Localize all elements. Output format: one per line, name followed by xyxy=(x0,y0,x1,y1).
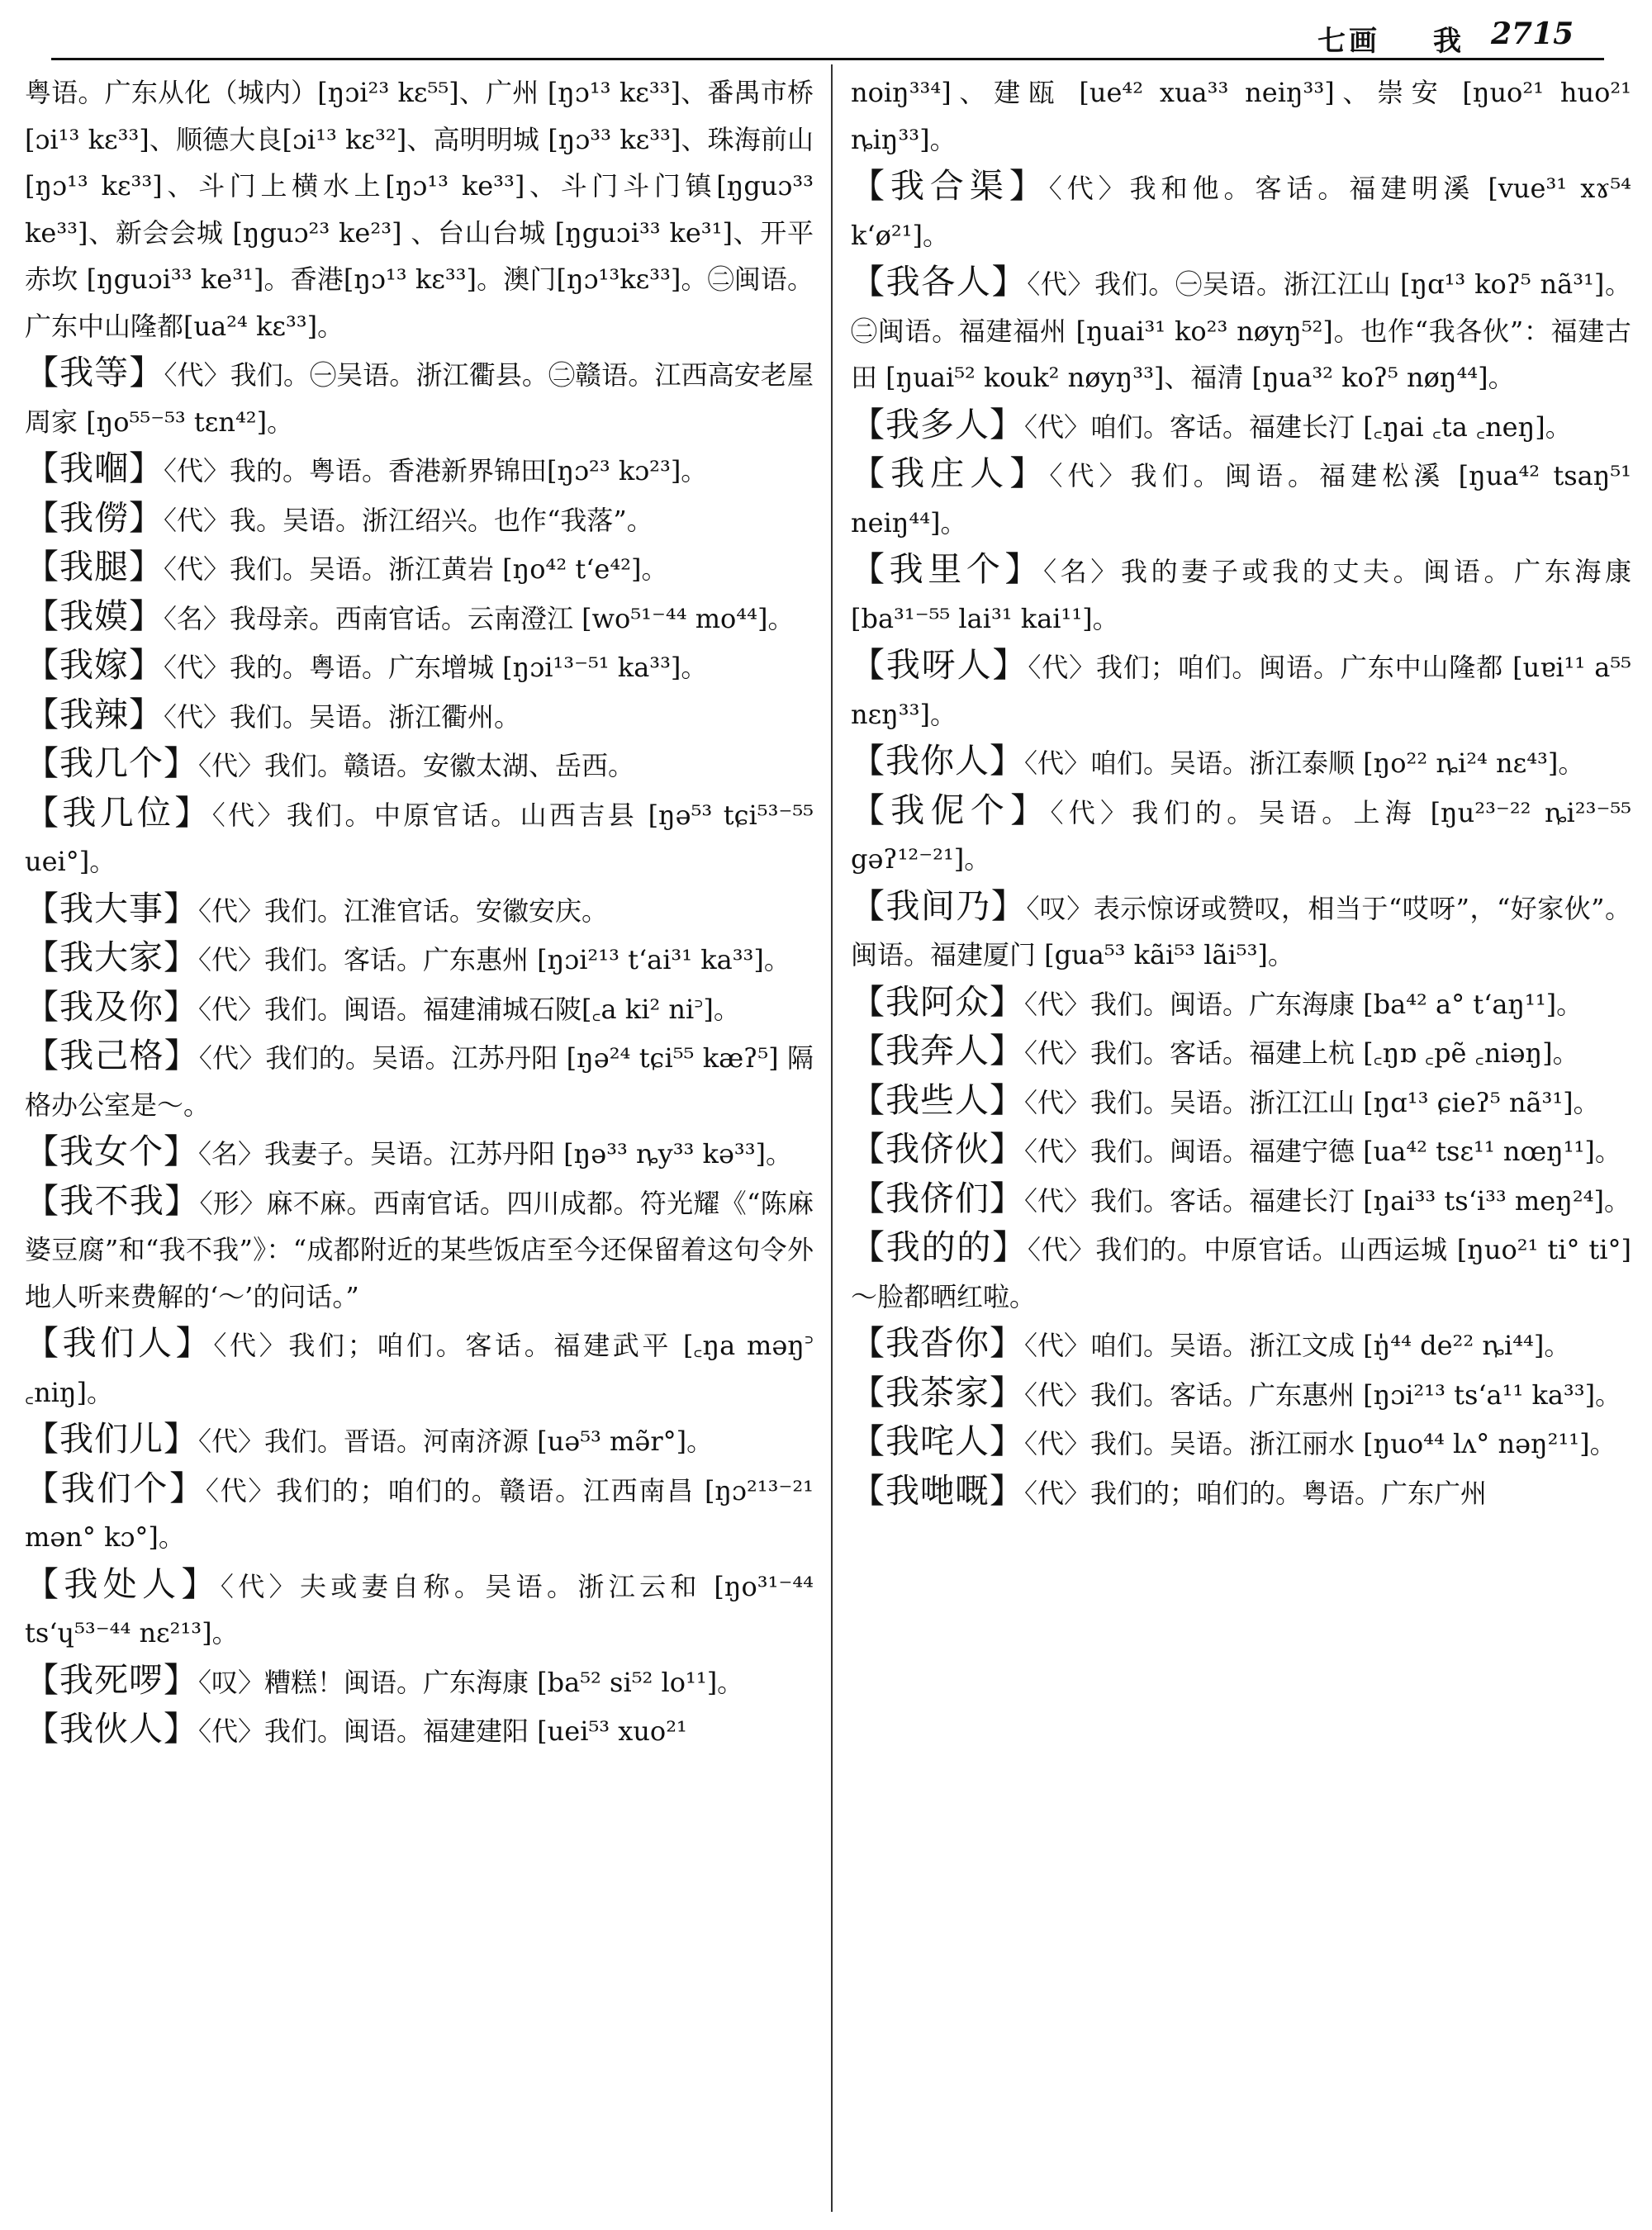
entry-definition: 〈代〉咱们。客话。福建长汀 [꜀ŋai ꜀ta ꜀neŋ]。 xyxy=(1024,410,1572,443)
entry-headword: 【我处人】 xyxy=(25,1563,221,1604)
dictionary-entry xyxy=(25,543,814,593)
dictionary-entry xyxy=(851,883,1631,979)
entry-definition: 〈名〉我母亲。西南官话。云南澄江 [wo⁵¹⁻⁴⁴ mo⁴⁴]。 xyxy=(164,602,795,634)
entry-definition: noiŋ³³⁴]、建瓯 [ue⁴² xua³³ neiŋ³³]、崇安 [ŋuo²¹ huo²¹ ȵiŋ³³]。 xyxy=(851,77,1631,155)
entry-headword: 【我阿众】 xyxy=(851,981,1024,1022)
entry-headword: 【我及你】 xyxy=(25,986,198,1027)
entry-definition: 〈代〉我们；咱们。闽语。广东中山隆都 [uɐi¹¹ a⁵⁵ nɛŋ³³]。 xyxy=(851,652,1631,730)
entry-definition: 〈代〉我的。粤语。广东增城 [ŋɔi¹³⁻⁵¹ ka³³]。 xyxy=(164,652,708,683)
entry-definition: 〈名〉我妻子。吴语。江苏丹阳 [ŋə³³ ȵy³³ kə³³]。 xyxy=(198,1138,793,1170)
entry-headword: 【我大家】 xyxy=(25,937,198,977)
dictionary-entry xyxy=(25,1032,814,1128)
dictionary-entry xyxy=(851,1224,1631,1320)
entry-definition: 〈代〉我们。闽语。福建浦城石陂[꜀a ki² ni꜄]。 xyxy=(198,993,740,1025)
entry-headword: 【我们人】 xyxy=(25,1323,214,1363)
dictionary-entry xyxy=(851,1369,1631,1419)
entry-definition: 〈代〉我们。吴语。浙江黄岩 [ŋo⁴² t‘e⁴²]。 xyxy=(164,553,668,585)
entry-headword: 【我茶家】 xyxy=(851,1372,1024,1412)
dictionary-entry xyxy=(851,1468,1631,1517)
entry-definition: 〈代〉我们。客话。福建上杭 [꜀ŋɒ ꜀pẽ ꜀niəŋ]。 xyxy=(1024,1037,1579,1069)
dictionary-entry xyxy=(25,740,814,790)
entry-headword: 【我己格】 xyxy=(25,1036,199,1075)
entry-headword: 【我多人】 xyxy=(851,404,1024,444)
entry-headword: 【我嫁】 xyxy=(25,645,164,685)
entry-definition: 〈代〉我们。吴语。浙江衢州。 xyxy=(164,700,521,733)
dictionary-entry xyxy=(25,495,814,544)
entry-headword: 【我们个】 xyxy=(25,1468,206,1508)
entry-headword: 【我呀人】 xyxy=(851,645,1028,685)
entry-definition: 〈代〉夫或妻自称。吴语。浙江云和 [ŋo³¹⁻⁴⁴ ts‘ɥ⁵³⁻⁴⁴ nɛ²¹³]。 xyxy=(25,1570,814,1649)
entry-definition: 〈叹〉表示惊讶或赞叹，相当于“哎呀”，“好家伙”。闽语。福建厦门 [gua⁵³ kãi⁵³ lãi⁵³]。 xyxy=(851,892,1631,970)
entry-definition: 〈代〉我们。㊀吴语。浙江衢县。㊁赣语。江西高安老屋周家 [ŋo⁵⁵⁻⁵³ tɛn⁴²]。 xyxy=(25,359,814,438)
dictionary-entry xyxy=(25,790,814,885)
entry-headword: 【我伲个】 xyxy=(851,790,1051,830)
entry-headword: 【我哋嘅】 xyxy=(851,1470,1024,1511)
entry-headword: 【我几位】 xyxy=(25,792,212,833)
entry-headword: 【我侪伙】 xyxy=(851,1129,1024,1169)
dictionary-entry xyxy=(851,1320,1631,1369)
page-number: 2715 xyxy=(1491,17,1574,51)
entry-headword: 【我些人】 xyxy=(851,1079,1024,1120)
dictionary-entry xyxy=(851,1077,1631,1127)
dictionary-entry xyxy=(25,1416,814,1465)
entry-headword: 【我伙人】 xyxy=(25,1709,198,1748)
entry-definition: 〈代〉我们的。中原官话。山西运城 [ŋuo²¹ ti° ti°]～脸都晒红啦。 xyxy=(851,1234,1631,1312)
entry-definition: 〈代〉咱们。吴语。浙江泰顺 [ŋo²² ȵi²⁴ nɛ⁴³]。 xyxy=(1024,747,1585,779)
entry-headword: 【我等】 xyxy=(25,353,164,392)
entry-headword: 【我各人】 xyxy=(851,262,1028,301)
entry-headword: 【我侪们】 xyxy=(851,1178,1024,1218)
entry-definition: 〈代〉我们的。吴语。上海 [ŋu²³⁻²² ȵi²³⁻⁵⁵ gəʔ¹²⁻²¹]。 xyxy=(851,796,1631,875)
dictionary-entry xyxy=(851,546,1631,642)
entry-headword: 【我们儿】 xyxy=(25,1419,198,1459)
dictionary-entry xyxy=(851,1126,1631,1175)
dictionary-entry xyxy=(851,69,1631,163)
entry-headword: 【我的的】 xyxy=(851,1227,1028,1267)
dictionary-entry xyxy=(25,69,814,349)
dictionary-entry xyxy=(851,450,1631,546)
dictionary-entry xyxy=(25,642,814,691)
dictionary-entry xyxy=(25,1178,814,1321)
entry-headword: 【我辣】 xyxy=(25,694,164,734)
entry-headword: 【我嫫】 xyxy=(25,595,164,636)
entry-headword: 【我大事】 xyxy=(25,888,198,928)
entry-headword: 【我奔人】 xyxy=(851,1031,1024,1070)
entry-definition: 〈代〉我们。闽语。福建松溪 [ŋua⁴² tsaŋ⁵¹ neiŋ⁴⁴]。 xyxy=(851,460,1631,539)
entry-headword: 【我间乃】 xyxy=(851,885,1027,926)
dictionary-entry xyxy=(25,1561,814,1657)
dictionary-entry xyxy=(851,642,1631,738)
entry-definition: 〈叹〉糟糕！闽语。广东海康 [ba⁵² si⁵² lo¹¹]。 xyxy=(198,1666,744,1698)
entry-definition: 〈代〉我们。中原官话。山西吉县 [ŋə⁵³ tɕi⁵³⁻⁵⁵ uei°]。 xyxy=(25,799,814,877)
entry-definition: 〈代〉我们。闽语。广东海康 [ba⁴² a° t‘aŋ¹¹]。 xyxy=(1024,988,1583,1020)
entry-definition: 〈代〉我们。吴语。浙江丽水 [ŋuo⁴⁴ lʌ° nəŋ²¹¹]。 xyxy=(1024,1428,1616,1459)
dictionary-entry xyxy=(25,984,814,1033)
dictionary-entry xyxy=(25,1657,814,1706)
entry-definition: 〈代〉我和他。客话。福建明溪 [vue³¹ xɤ⁵⁴ k‘ø²¹]。 xyxy=(851,173,1631,251)
dictionary-entry xyxy=(851,259,1631,401)
dictionary-entry xyxy=(851,401,1631,451)
dictionary-entry xyxy=(851,738,1631,787)
dictionary-entry xyxy=(851,1175,1631,1225)
entry-definition: 〈代〉我们。江淮官话。安徽安庆。 xyxy=(198,894,609,927)
entry-definition: 粤语。广东从化（城内）[ŋɔi²³ kɛ⁵⁵]、广州 [ŋɔ¹³ kɛ³³]、番禺市桥[ɔi¹³ kɛ³³]、顺德大良[ɔi¹³ kɛ³²]、高明明城 [ŋɔ³³ kɛ³³]、珠海前山 [ŋɔ¹³ kɛ³³]、斗门上横水上[ŋɔ¹³ ke³³]、斗门斗门镇[ŋguɔ³³ ke³³]、新会会城 [ŋguɔ²³ ke²³] 、台山台城 [ŋguɔi³³ ke³¹]、开平赤坎 [ŋguɔi³³ ke³¹]。香港[ŋɔ¹³ kɛ³³]。澳门[ŋɔ¹³kɛ³³]。㊁闽语。广东中山隆都[ua²⁴ kɛ³³]。 xyxy=(25,77,814,342)
running-head-character: 我 xyxy=(1433,25,1461,58)
entry-definition: 〈代〉我们。客话。广东惠州 [ŋɔi²¹³ t‘ai³¹ ka³³]。 xyxy=(198,944,790,975)
entry-definition: 〈代〉我们。晋语。河南济源 [uə⁵³ mə̃r°]。 xyxy=(198,1426,714,1457)
entry-headword: 【我你人】 xyxy=(851,741,1024,780)
column-divider xyxy=(831,64,833,2212)
right-column xyxy=(851,69,1631,1516)
dictionary-entry xyxy=(25,1706,814,1755)
dictionary-entry xyxy=(25,934,814,984)
dictionary-entry xyxy=(25,885,814,935)
entry-definition: 〈形〉麻不麻。西南官话。四川成都。符光耀《“陈麻婆豆腐”和“我不我”》：“成都附近的某些饭店至今还保留着这句令外地人听来费解的‘～’的问话。” xyxy=(25,1187,814,1312)
entry-definition: 〈名〉我的妻子或我的丈夫。闽语。广东海康 [ba³¹⁻⁵⁵ lai³¹ kai¹¹]。 xyxy=(851,556,1631,634)
entry-headword: 【我死啰】 xyxy=(25,1659,198,1700)
dictionary-entry xyxy=(25,445,814,495)
entry-definition: 〈代〉我们；咱们。客话。福建武平 [꜀ŋa məŋ꜄ ꜀niŋ]。 xyxy=(25,1330,814,1408)
entry-definition: 〈代〉我们的。吴语。江苏丹阳 [ŋə²⁴ tɕi⁵⁵ kæʔ⁵] 隔格办公室是～。 xyxy=(25,1042,814,1121)
entry-definition: 〈代〉我们。客话。福建长汀 [ŋai³³ ts‘i³³ meŋ²⁴]。 xyxy=(1024,1184,1631,1217)
entry-definition: 〈代〉我。吴语。浙江绍兴。也作“我落”。 xyxy=(164,504,653,536)
entry-headword: 【我沓你】 xyxy=(851,1323,1024,1363)
entry-headword: 【我庄人】 xyxy=(851,453,1050,493)
dictionary-entry xyxy=(25,349,814,445)
page-header xyxy=(0,0,1652,76)
running-head-section: 七画 xyxy=(1317,25,1380,58)
entry-headword: 【我嗰】 xyxy=(25,448,164,488)
entry-headword: 【我咤人】 xyxy=(851,1421,1024,1461)
entry-headword: 【我僗】 xyxy=(25,497,164,538)
entry-headword: 【我女个】 xyxy=(25,1132,198,1171)
entry-headword: 【我里个】 xyxy=(851,549,1044,589)
entry-headword: 【我腿】 xyxy=(25,547,164,586)
dictionary-entry xyxy=(25,1465,814,1561)
entry-definition: 〈代〉我们。赣语。安徽太湖、岳西。 xyxy=(198,750,635,781)
entry-headword: 【我几个】 xyxy=(25,743,198,783)
entry-headword: 【我不我】 xyxy=(25,1180,200,1221)
dictionary-entry xyxy=(851,1418,1631,1468)
header-rule xyxy=(51,58,1604,60)
entry-headword: 【我合渠】 xyxy=(851,166,1049,206)
entry-definition: 〈代〉我们。闽语。福建宁德 [ua⁴² tsɛ¹¹ nœŋ¹¹]。 xyxy=(1024,1136,1621,1167)
entry-definition: 〈代〉我们。㊀吴语。浙江江山 [ŋɑ¹³ koʔ⁵ nã³¹]。㊁闽语。福建福州 [ŋuai³¹ ko²³ nøyŋ⁵²]。也作“我各伙”：福建古田 [ŋuai⁵² kouk² nøyŋ³³]、福清 [ŋua³² koʔ⁵ nøŋ⁴⁴]。 xyxy=(851,268,1631,393)
dictionary-entry xyxy=(851,979,1631,1028)
dictionary-entry xyxy=(851,1027,1631,1077)
left-column xyxy=(25,69,814,1755)
entry-definition: 〈代〉我们。吴语。浙江江山 [ŋɑ¹³ ɕieʔ⁵ nã³¹]。 xyxy=(1024,1086,1600,1118)
dictionary-entry xyxy=(25,593,814,643)
entry-definition: 〈代〉我们。客话。广东惠州 [ŋɔi²¹³ ts‘a¹¹ ka³³]。 xyxy=(1024,1378,1622,1411)
entry-definition: 〈代〉我们的；咱们的。赣语。江西南昌 [ŋɔ²¹³⁻²¹ mən° kɔ°]。 xyxy=(25,1474,814,1553)
entry-definition: 〈代〉我们。闽语。福建建阳 [uei⁵³ xuo²¹ xyxy=(198,1715,687,1747)
entry-definition: 〈代〉咱们。吴语。浙江文成 [ŋ̍⁴⁴ de²² ȵi⁴⁴]。 xyxy=(1024,1330,1571,1361)
entry-definition: 〈代〉我的。粤语。香港新界锦田[ŋɔ²³ kɔ²³]。 xyxy=(164,455,708,486)
dictionary-entry xyxy=(851,163,1631,259)
dictionary-entry xyxy=(25,691,814,741)
dictionary-entry xyxy=(851,787,1631,883)
dictionary-entry xyxy=(25,1128,814,1178)
entry-definition: 〈代〉我们的；咱们的。粤语。广东广州 xyxy=(1024,1477,1488,1509)
dictionary-entry xyxy=(25,1320,814,1416)
